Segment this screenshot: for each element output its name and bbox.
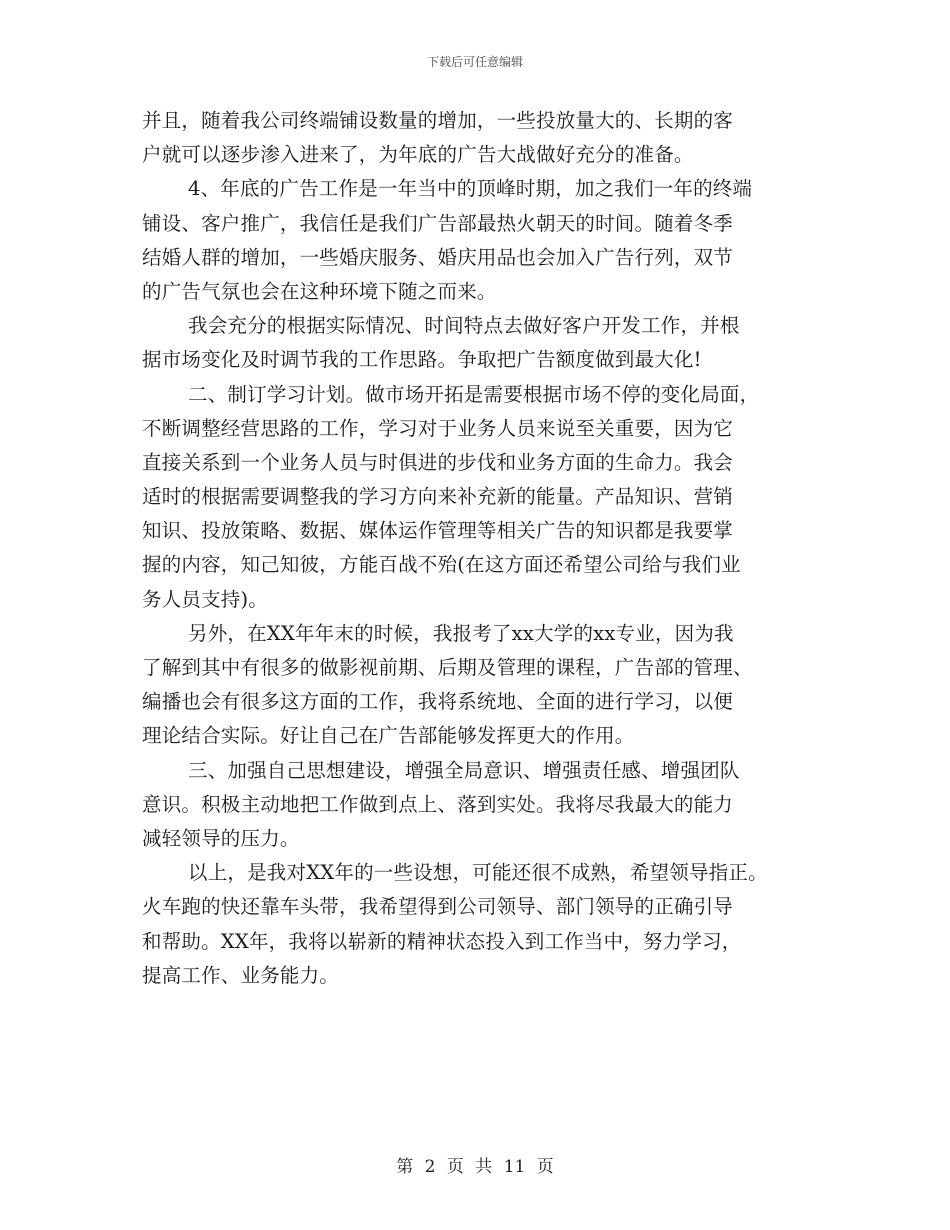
text-line: 铺设、客户推广，我信任是我们广告部最热火朝天的时间。随着冬季 (142, 211, 734, 235)
text-line: 4、年底的广告工作是一年当中的顶峰时期，加之我们一年的终端 (188, 177, 753, 201)
text-line: 了解到其中有很多的做影视前期、后期及管理的课程，广告部的管理、 (142, 656, 753, 679)
text-line: 的广告气氛也会在这种环境下随之而来。 (142, 279, 497, 303)
text-line: 知识、投放策略、数据、媒体运作管理等相关广告的知识都是我要掌 (142, 519, 734, 543)
page-header: 下载后可任意编辑 (426, 55, 523, 69)
text-line: 理论结合实际。好让自己在广告部能够发挥更大的作用。 (142, 724, 635, 748)
document-body (142, 104, 822, 993)
text-line: 减轻领导的压力。 (142, 826, 300, 850)
page-footer: 第 2 页 共 11 页 (396, 1157, 554, 1177)
text-line: 据市场变化及时调节我的工作思路。争取把广告额度做到最大化! (142, 348, 702, 372)
text-line: 和帮助。XX年，我将以崭新的精神状态投入到工作当中，努力学习， (142, 929, 742, 953)
text-line: 意识。积极主动地把工作做到点上、落到实处。我将尽我最大的能力 (142, 792, 734, 816)
text-line: 务人员支持)。 (142, 587, 269, 611)
text-line: 结婚人群的增加，一些婚庆服务、婚庆用品也会加入广告行列，双节 (142, 245, 734, 269)
text-line: 以上，是我对XX年的一些设想，可能还很不成熟，希望领导指正。 (188, 861, 768, 885)
text-line: 户就可以逐步渗入进来了，为年底的广告大战做好充分的准备。 (142, 143, 694, 167)
text-line: 并且，随着我公司终端铺设数量的增加，一些投放量大的、长期的客 (142, 109, 734, 132)
text-line: 直接关系到一个业务人员与时俱进的步伐和业务方面的生命力。我会 (142, 450, 734, 474)
text-line: 适时的根据需要调整我的学习方向来补充新的能量。产品知识、营销 (142, 485, 734, 509)
text-line: 三、加强自己思想建设，增强全局意识、增强责任感、增强团队 (188, 758, 740, 782)
text-line: 编播也会有很多这方面的工作，我将系统地、全面的进行学习，以便 (142, 690, 734, 714)
text-line: 火车跑的快还靠车头带，我希望得到公司领导、部门领导的正确引导 (142, 895, 734, 919)
text-line: 我会充分的根据实际情况、时间特点去做好客户开发工作，并根 (188, 314, 740, 338)
text-line: 不断调整经营思路的工作，学习对于业务人员来说至关重要，因为它 (142, 416, 734, 440)
text-line: 握的内容，知己知彼，方能百战不殆(在这方面还希望公司给与我们业 (142, 553, 741, 577)
text-line: 另外，在XX年年末的时候，我报考了xx大学的xx专业，因为我 (188, 621, 734, 645)
text-line: 提高工作、业务能力。 (142, 963, 340, 987)
text-line: 二、制订学习计划。做市场开拓是需要根据市场不停的变化局面， (188, 382, 760, 406)
